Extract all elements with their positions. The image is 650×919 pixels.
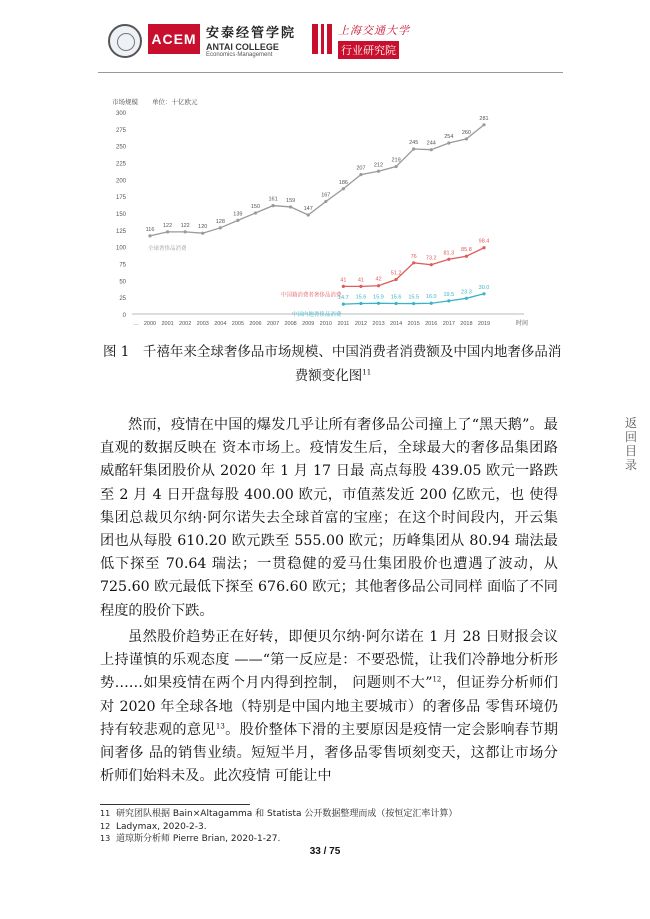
figure-caption <box>103 340 563 388</box>
data-label: 245 <box>409 140 419 147</box>
y-tick-label: 125 <box>115 228 126 235</box>
data-label: 42 <box>375 276 382 283</box>
y-tick-label: 275 <box>115 127 126 134</box>
market-size-line-chart <box>94 90 554 328</box>
toc-link-char: 回 <box>624 430 637 444</box>
x-tick-label: 2014 <box>389 321 403 327</box>
data-label: 19.5 <box>443 291 455 298</box>
data-label: 219 <box>391 157 401 164</box>
acem-logo: ACEM <box>148 24 200 54</box>
data-label: 244 <box>426 140 436 147</box>
data-point <box>465 297 468 300</box>
data-point <box>395 302 398 305</box>
header-rule <box>98 72 563 73</box>
data-point <box>482 246 485 249</box>
x-tick-label: 2015 <box>407 321 420 327</box>
data-label: 120 <box>198 224 208 231</box>
x-tick-label: ... <box>133 321 139 327</box>
data-label: 254 <box>444 133 454 140</box>
series-name-label: 中国籍消费者奢侈品消费 <box>280 292 342 299</box>
sjtu-emblem-logo <box>108 24 142 58</box>
data-point <box>447 141 450 144</box>
data-label: 122 <box>162 222 173 229</box>
data-point <box>254 211 257 214</box>
data-point <box>412 302 415 305</box>
data-point <box>166 230 169 233</box>
paragraph-2-part-2: ，但证券分析师们对 2020 年全球各地（特别是中国内地主要城市）的奢侈品 零售环境仍持有较悲观的意见 <box>100 675 558 738</box>
data-label: 15.5 <box>408 294 420 301</box>
data-point <box>447 258 450 261</box>
footnote-text: 道琼斯分析师 Pierre Brian, 2020-1-27. <box>116 834 281 844</box>
caption-line-1: 图 1 千禧年来全球奢侈品市场规模、中国消费者消费额及中国内地奢侈品消 <box>103 344 562 360</box>
data-label: 23.3 <box>461 289 472 296</box>
y-tick-label: 175 <box>115 195 126 202</box>
data-point <box>342 303 345 306</box>
data-label: 116 <box>145 226 155 233</box>
x-tick-label: 2010 <box>319 321 332 327</box>
data-point <box>430 148 433 151</box>
data-point <box>377 302 380 305</box>
series-name-label: 全球奢侈品消费 <box>148 245 187 252</box>
footnote-ref-12[interactable]: 12 <box>432 675 442 684</box>
data-label: 186 <box>338 179 348 186</box>
footnotes <box>100 808 560 846</box>
data-label: 161 <box>268 196 278 203</box>
y-tick-label: 50 <box>119 279 126 286</box>
data-point <box>359 302 362 305</box>
data-point <box>148 234 151 237</box>
data-point <box>412 261 415 264</box>
footnote <box>100 833 560 846</box>
data-label: 85.8 <box>461 247 472 254</box>
data-point <box>465 255 468 258</box>
x-tick-label: 2002 <box>179 321 192 327</box>
caption-line-2-text: 费额变化图 <box>294 368 363 384</box>
data-point <box>219 226 222 229</box>
college-name-cn: 安泰经管学院 <box>206 26 297 41</box>
data-label: 128 <box>215 218 225 225</box>
data-point <box>395 278 398 281</box>
y-tick-label: 250 <box>115 144 126 151</box>
footnote-number: 12 <box>100 821 111 831</box>
x-tick-label: 2000 <box>143 321 157 327</box>
y-tick-label: 75 <box>119 262 126 269</box>
footnote-ref-13[interactable]: 13 <box>215 722 225 731</box>
toc-link-char: 返 <box>624 416 637 430</box>
x-tick-label: 2016 <box>425 321 438 327</box>
y-tick-label: 25 <box>119 296 126 303</box>
data-label: 76 <box>410 253 417 260</box>
data-label: 15.6 <box>390 294 402 301</box>
y-tick-label: 100 <box>115 245 126 252</box>
data-label: 207 <box>356 165 366 172</box>
data-point <box>482 292 485 295</box>
data-label: 41 <box>340 277 347 284</box>
data-point <box>359 173 362 176</box>
data-label: 14.7 <box>338 295 349 302</box>
x-tick-label: 2003 <box>196 321 209 327</box>
page-number: 33 / 75 <box>309 846 341 857</box>
y-tick-label: 150 <box>115 212 126 218</box>
data-point <box>447 299 450 302</box>
series-name-label: 中国内地奢侈品消费 <box>291 312 342 319</box>
data-point <box>430 263 433 266</box>
chart-unit-label: 单位：十亿欧元 <box>152 99 198 106</box>
y-tick-label: 225 <box>115 161 126 168</box>
data-point <box>377 284 380 287</box>
toc-link-char: 目 <box>624 444 637 458</box>
data-label: 212 <box>373 162 384 169</box>
data-label: 41 <box>357 277 365 284</box>
x-tick-label: 2017 <box>442 321 455 327</box>
y-axis-label: 市场规模 <box>112 99 138 106</box>
college-name <box>206 22 296 58</box>
university-name: 上海交通大学 <box>338 24 410 37</box>
data-point <box>271 204 274 207</box>
institute-name <box>338 22 410 59</box>
x-tick-label: 2006 <box>249 321 262 327</box>
x-tick-label: 2001 <box>161 321 174 327</box>
x-tick-label: 2011 <box>337 321 350 327</box>
data-point <box>307 213 310 216</box>
footnote <box>100 808 560 821</box>
y-tick-label: 0 <box>122 313 126 319</box>
paragraph-2-part-3: 。股价整体下滑的主要原因是疫情一定会影响春节期间奢侈 品的销售业绩。短短半月，奢侈品零售顷刻变天，这都让市场分析师们始料未及。此次疫情 可能让中 <box>100 721 558 785</box>
data-label: 281 <box>479 115 489 122</box>
x-tick-label: 2013 <box>372 321 385 327</box>
x-tick-label: 2009 <box>302 321 315 327</box>
data-point <box>324 200 327 203</box>
data-point <box>342 285 345 288</box>
data-label: 167 <box>321 192 331 199</box>
data-point <box>377 170 380 173</box>
data-point <box>430 302 433 305</box>
footnote-number: 13 <box>100 834 111 843</box>
data-point <box>359 285 362 288</box>
footnote-text: Ladymax, 2020-2-3. <box>116 821 207 832</box>
y-tick-label: 300 <box>115 111 126 117</box>
data-point <box>289 205 292 208</box>
caption-line-2 <box>103 364 563 388</box>
data-label: 16.0 <box>425 294 437 301</box>
institute-mark-logo <box>312 24 332 54</box>
data-label: 98.4 <box>478 238 490 245</box>
x-tick-label: 2018 <box>460 321 473 327</box>
paragraph-1: 然而，疫情在中国的爆发几乎让所有奢侈品公司撞上了“黑天鹅”。最直观的数据反映在 资本市场上。疫情发生后，全球最大的奢侈品集团路威酩轩集团股价从 2020 年 1 月 17 日最 高点每股 439.05 欧元一路跌至 2 月 4 日开盘每股 400.00 欧元，市值蒸发近 200 亿欧元，也 使得集团总裁贝尔纳·阿尔诺失去全球首富的宝座；在这个时间段内，开云集团也从每股 610.20 欧元跌至 555.00 欧元；历峰集团从 80.94 瑞法最低下探至 70.64 瑞法；一贯稳健的爱马仕集团股价也遭遇了波动，从 725.60 欧元最低下探至 676.60 欧元；其他奢侈品公司同样 面临了不同程度的股价下跌。 <box>100 417 558 619</box>
x-tick-label: 2008 <box>284 321 297 327</box>
data-label: 51.2 <box>390 270 402 277</box>
footnote-rule <box>100 804 250 805</box>
data-label: 81.3 <box>443 250 455 257</box>
footnote-text: 研究团队根据 Bain×Altagamma 和 Statista 公开数据整理而成（按恒定汇率计算） <box>116 809 458 819</box>
footnote-number: 11 <box>100 809 111 818</box>
x-tick-label: 2012 <box>354 321 368 327</box>
data-label: 260 <box>461 129 472 136</box>
paragraph-2 <box>100 626 558 788</box>
data-label: 15.9 <box>373 294 384 301</box>
data-point <box>412 147 415 150</box>
data-point <box>342 187 345 190</box>
data-label: 150 <box>250 204 261 210</box>
data-point <box>482 123 485 126</box>
data-point <box>395 165 398 168</box>
data-label: 30.0 <box>478 284 490 291</box>
data-point <box>184 230 187 233</box>
data-label: 147 <box>303 206 313 213</box>
data-label: 15.6 <box>355 294 367 301</box>
page-header <box>100 18 560 64</box>
footnote <box>100 821 560 834</box>
y-tick-label: 200 <box>115 178 126 185</box>
data-point <box>201 232 204 235</box>
x-tick-label: 2019 <box>477 321 491 327</box>
college-name-en: ANTAI COLLEGE <box>206 42 279 52</box>
data-label: 159 <box>286 197 296 204</box>
institute-label: 行业研究院 <box>338 41 399 59</box>
x-tick-label: 2005 <box>231 321 245 327</box>
x-tick-label: 2004 <box>214 321 227 327</box>
data-label: 122 <box>180 222 190 229</box>
data-point <box>465 137 468 140</box>
paragraph-2-part-1: 虽然股价趋势正在好转，即便贝尔纳·阿尔诺在 1 月 28 日财报会议上持谨慎的乐观态度 ——“第一反应是：不要恐慌，让我们冷静地分析形势……如果疫情在两个月内得到控制， 问题则不大” <box>100 629 558 692</box>
data-label: 73.2 <box>425 255 437 262</box>
toc-link-char: 录 <box>624 458 637 472</box>
back-to-toc-link[interactable] <box>624 416 638 472</box>
x-tick-label: 2007 <box>266 321 280 327</box>
x-axis-label: 时间 <box>515 321 528 327</box>
caption-footnote-ref[interactable]: 11 <box>362 368 372 377</box>
data-point <box>236 219 239 222</box>
data-label: 139 <box>233 211 243 218</box>
college-name-en-sub: Economics·Management <box>206 52 273 58</box>
